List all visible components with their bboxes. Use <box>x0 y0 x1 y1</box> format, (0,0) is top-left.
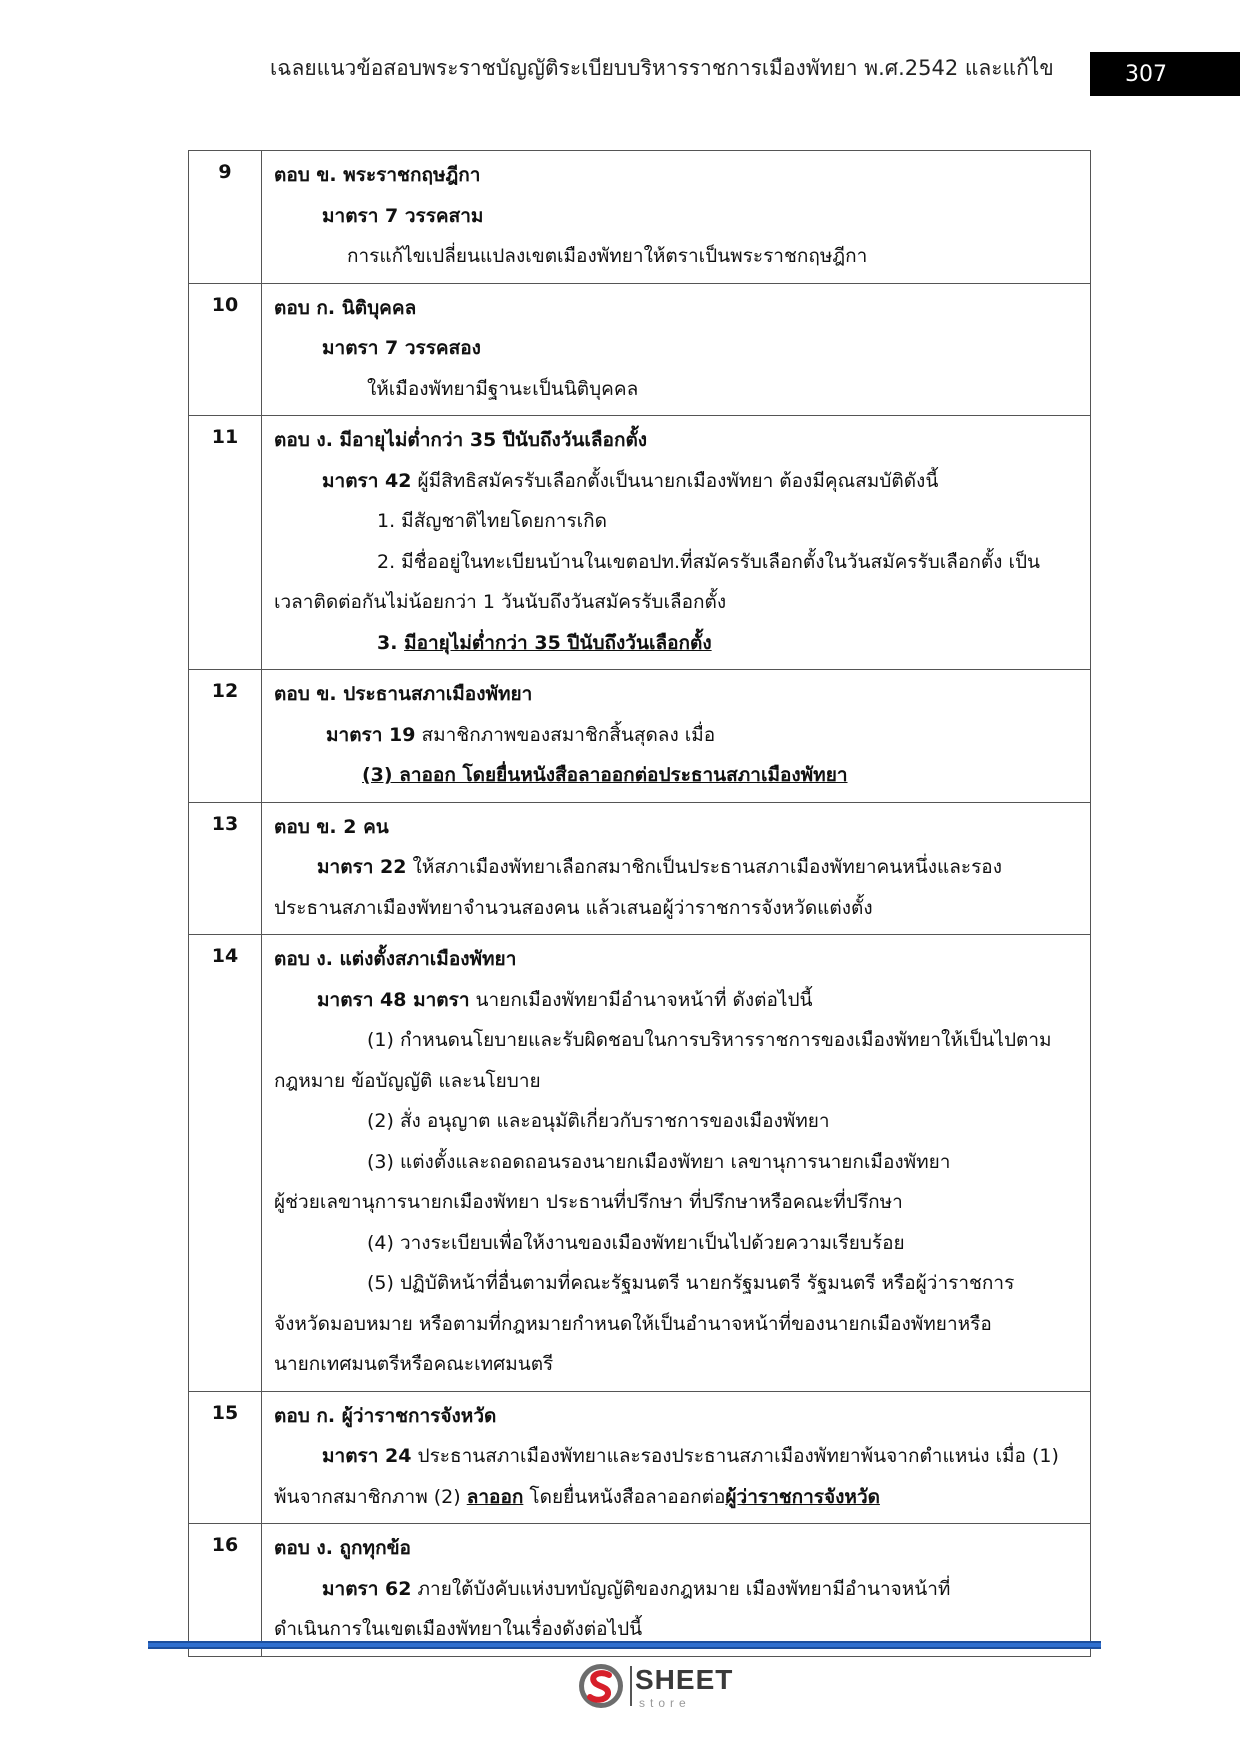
question-number: 16 <box>189 1524 262 1657</box>
logo-wordmark: SHEET <box>635 1664 734 1695</box>
section-reference: มาตรา 7 วรรคสาม <box>322 204 484 227</box>
section-text: ประธานสภาเมืองพัทยาและรองประธานสภาเมืองพัทยาพ้นจากตำแหน่ง เมื่อ (1) <box>411 1445 1059 1467</box>
section-reference: มาตรา 7 วรรคสอง <box>322 337 481 359</box>
answer-cell <box>262 670 1091 803</box>
section-text-continuation <box>262 1477 1090 1518</box>
list-item-continuation: นายกเทศมนตรีหรือคณะเทศมนตรี <box>274 1353 554 1375</box>
sheet-store-logo <box>575 1660 745 1712</box>
highlighted-text: ผู้ว่าราชการจังหวัด <box>725 1485 880 1508</box>
section-text-continuation: ดำเนินการในเขตเมืองพัทยาในเรื่องดังต่อไปนี้ <box>274 1618 643 1640</box>
answer-line: ตอบ ง. มีอายุไม่ต่ำกว่า 35 ปีนับถึงวันเลือกตั้ง <box>274 429 648 451</box>
section-line <box>262 1436 1090 1477</box>
highlighted-text: ลาออก <box>466 1485 524 1508</box>
answer-table <box>188 150 1091 1657</box>
table-row <box>189 283 1091 416</box>
answer-cell <box>262 1391 1091 1524</box>
section-text: ภายใต้บังคับแห่งบทบัญญัติของกฎหมาย เมืองพัทยามีอำนาจหน้าที่ <box>411 1577 951 1600</box>
section-line <box>262 847 1090 888</box>
section-line <box>262 1569 1090 1610</box>
table-row <box>189 151 1091 284</box>
explanation-text: การแก้ไขเปลี่ยนแปลงเขตเมืองพัทยาให้ตราเป็นพระราชกฤษฎีกา <box>347 245 868 267</box>
logo-s-icon <box>575 1660 627 1712</box>
answer-line: ตอบ ข. 2 คน <box>274 815 389 838</box>
highlighted-text: (3) ลาออก โดยยื่นหนังสือลาออกต่อประธานสภาเมืองพัทยา <box>362 764 848 786</box>
section-line <box>262 980 1090 1021</box>
section-reference: มาตรา 24 <box>322 1445 412 1467</box>
answer-cell <box>262 1524 1091 1657</box>
footer-divider <box>148 1641 1101 1649</box>
list-item: (3) แต่งตั้งและถอดถอนรองนายกเมืองพัทยา เลขานุการนายกเมืองพัทยา <box>367 1150 951 1173</box>
question-number: 14 <box>189 935 262 1392</box>
list-item-number: 3. <box>377 631 405 654</box>
table-row <box>189 1524 1091 1657</box>
list-item-continuation: กฎหมาย ข้อบัญญัติ และนโยบาย <box>274 1069 541 1092</box>
answer-line: ตอบ ง. ถูกทุกข้อ <box>274 1537 411 1559</box>
question-number: 12 <box>189 670 262 803</box>
table-row <box>189 802 1091 935</box>
section-reference: มาตรา 62 <box>322 1577 412 1600</box>
answer-cell <box>262 802 1091 935</box>
section-reference: มาตรา 19 <box>326 723 416 746</box>
answer-line: ตอบ ข. พระราชกฤษฎีกา <box>274 164 481 186</box>
section-line <box>262 461 1090 502</box>
list-item: (1) กำหนดนโยบายและรับผิดชอบในการบริหารราชการของเมืองพัทยาให้เป็นไปตาม <box>367 1029 1052 1051</box>
answer-cell <box>262 151 1091 284</box>
logo-divider <box>630 1666 632 1706</box>
section-text-continuation: ประธานสภาเมืองพัทยาจำนวนสองคน แล้วเสนอผู้ว่าราชการจังหวัดแต่งตั้ง <box>274 896 873 919</box>
section-line <box>262 715 1090 756</box>
list-item-continuation: จังหวัดมอบหมาย หรือตามที่กฎหมายกำหนดให้เป็นอำนาจหน้าที่ของนายกเมืองพัทยาหรือ <box>274 1312 992 1335</box>
highlighted-text: มีอายุไม่ต่ำกว่า 35 ปีนับถึงวันเลือกตั้ง <box>404 631 712 654</box>
continuation-text: พ้นจากสมาชิกภาพ (2) <box>274 1485 467 1508</box>
page-number: 307 <box>1125 61 1167 87</box>
list-item: (5) ปฏิบัติหน้าที่อื่นตามที่คณะรัฐมนตรี นายกรัฐมนตรี รัฐมนตรี หรือผู้ว่าราชการ <box>367 1272 1015 1294</box>
continuation-text: โดยยื่นหนังสือลาออกต่อ <box>523 1485 726 1508</box>
answer-cell <box>262 283 1091 416</box>
table-row <box>189 1391 1091 1524</box>
list-item-continuation: ผู้ช่วยเลขานุการนายกเมืองพัทยา ประธานที่ปรึกษา ที่ปรึกษาหรือคณะที่ปรึกษา <box>274 1191 903 1213</box>
answer-cell <box>262 416 1091 670</box>
list-item: (4) วางระเบียบเพื่อให้งานของเมืองพัทยาเป็นไปด้วยความเรียบร้อย <box>367 1231 905 1254</box>
answer-line: ตอบ ง. แต่งตั้งสภาเมืองพัทยา <box>274 948 517 970</box>
table-row <box>189 935 1091 1392</box>
question-number: 9 <box>189 151 262 284</box>
question-number: 11 <box>189 416 262 670</box>
section-reference: มาตรา 22 <box>317 856 407 878</box>
explanation-text: ให้เมืองพัทยามีฐานะเป็นนิติบุคคล <box>367 377 639 400</box>
list-item: 2. มีชื่ออยู่ในทะเบียนบ้านในเขตอปท.ที่สมัครรับเลือกตั้งในวันสมัครรับเลือกตั้ง เป็น <box>377 550 1041 573</box>
list-item <box>262 623 1090 664</box>
section-text: ผู้มีสิทธิสมัครรับเลือกตั้งเป็นนายกเมืองพัทยา ต้องมีคุณสมบัติดังนี้ <box>411 469 939 492</box>
list-item: 1. มีสัญชาติไทยโดยการเกิด <box>377 510 607 532</box>
answer-line: ตอบ ก. นิติบุคคล <box>274 296 417 319</box>
table-row <box>189 416 1091 670</box>
logo-subtitle: store <box>639 1696 691 1710</box>
answer-cell <box>262 935 1091 1392</box>
section-reference: มาตรา 42 <box>322 469 412 492</box>
answer-line: ตอบ ข. ประธานสภาเมืองพัทยา <box>274 683 533 705</box>
section-reference: มาตรา 48 มาตรา <box>317 988 470 1011</box>
section-text: นายกเมืองพัทยามีอำนาจหน้าที่ ดังต่อไปนี้ <box>469 988 813 1011</box>
table-row <box>189 670 1091 803</box>
answer-line: ตอบ ก. ผู้ว่าราชการจังหวัด <box>274 1404 497 1427</box>
list-item-continuation: เวลาติดต่อกันไม่น้อยกว่า 1 วันนับถึงวันสมัครรับเลือกตั้ง <box>274 591 727 613</box>
section-text: ให้สภาเมืองพัทยาเลือกสมาชิกเป็นประธานสภาเมืองพัทยาคนหนึ่งและรอง <box>406 856 1002 878</box>
page-number-badge <box>1090 52 1240 96</box>
question-number: 15 <box>189 1391 262 1524</box>
section-text: สมาชิกภาพของสมาชิกสิ้นสุดลง เมื่อ <box>415 723 716 746</box>
list-item: (2) สั่ง อนุญาต และอนุมัติเกี่ยวกับราชการของเมืองพัทยา <box>367 1110 830 1132</box>
question-number: 10 <box>189 283 262 416</box>
question-number: 13 <box>189 802 262 935</box>
page-header-title: เฉลยแนวข้อสอบพระราชบัญญัติระเบียบบริหารราชการเมืองพัทยา พ.ศ.2542 และแก้ไข <box>270 56 1054 80</box>
